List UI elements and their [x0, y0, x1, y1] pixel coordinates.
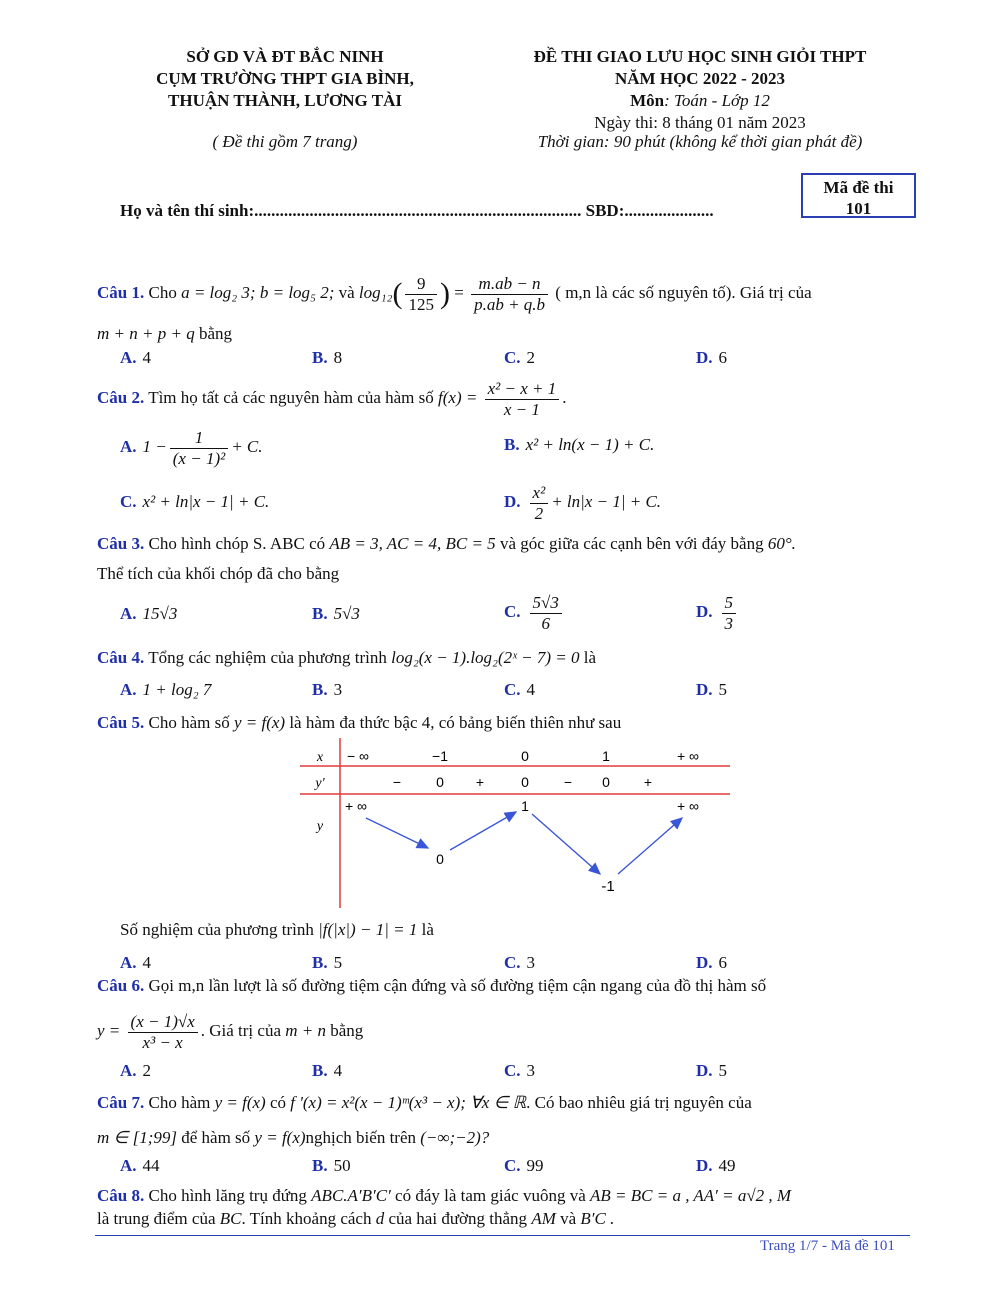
q5-question: Số nghiệm của phương trình	[120, 920, 314, 939]
x-value: + ∞	[676, 748, 700, 764]
question-2: Câu 2. Tìm họ tất cả các nguyên hàm của hàm số f(x) = $\frac{\text{x² − x + 1}}{x - 1}$ .	[97, 378, 567, 419]
q7-text: Cho hàm	[148, 1093, 211, 1112]
question-label: Câu 5.	[97, 713, 145, 732]
q7-option-b[interactable]: B. 50	[312, 1156, 351, 1175]
q8-expr4: d	[375, 1209, 385, 1228]
question-7	[97, 1091, 912, 1115]
q5-text3: là	[421, 920, 434, 939]
q6-expr: m + n	[285, 1021, 326, 1040]
q4-text2: là	[583, 648, 597, 667]
question-1-line2	[97, 322, 912, 346]
question-label: Câu 6.	[97, 976, 145, 995]
q8-line2: là trung điểm của	[97, 1209, 216, 1228]
q8-text: Cho hình lăng trụ đứng	[148, 1186, 307, 1205]
q8-line2d: và	[560, 1209, 577, 1228]
row-label-x: x	[316, 750, 324, 765]
q4-option-a[interactable]: A. 1 + log₂ 7	[120, 680, 212, 699]
q8-line2b: . Tính khoảng cách	[241, 1209, 372, 1228]
q3-option-a[interactable]: A. 15√3	[120, 604, 178, 623]
q6-text3: bằng	[330, 1021, 364, 1040]
yprime-sign: 0	[521, 774, 529, 790]
dept-name: SỞ GD VÀ ĐT BẮC NINH	[186, 47, 384, 66]
q5-expr: y = f(x)	[233, 713, 286, 732]
q7-option-a[interactable]: A. 44	[120, 1156, 160, 1175]
question-5-ask	[120, 918, 910, 942]
y-value: 0	[436, 851, 444, 867]
exam-code-label: Mã đề thi	[823, 178, 894, 197]
school-header	[95, 46, 475, 112]
q3-angle: 60°.	[767, 534, 796, 553]
yprime-sign: −	[392, 774, 402, 790]
x-value: − ∞	[346, 748, 370, 764]
x-value: 0	[521, 748, 529, 764]
question-4	[97, 646, 912, 670]
y-value: -1	[601, 878, 615, 895]
question-5	[97, 711, 912, 735]
pages-note: ( Đề thi gồm 7 trang)	[212, 132, 358, 151]
q4-expr: log₂(x − 1).log₂(2ˣ − 7) = 0	[391, 648, 580, 667]
y-value: 1	[521, 798, 529, 814]
q1-option-a[interactable]: A. 4	[120, 348, 152, 367]
q7-range: m ∈ [1;99]	[97, 1128, 177, 1147]
variation-table	[300, 738, 730, 908]
q7-expr1: y = f(x)	[214, 1093, 266, 1112]
q2-option-d[interactable]: D. $\frac{\text{x²}}{2}$ + ln|x − 1| + C.	[504, 482, 662, 523]
q6-text: Gọi m,n lần lượt là số đường tiệm cận đứng và số đường tiệm cận ngang của đồ thị hàm số	[148, 976, 767, 995]
q3-text2: và góc giữa các cạnh bên với đáy bằng	[499, 534, 764, 553]
q1-fraction: $\frac{9}{125}$	[405, 274, 437, 315]
q3-option-d[interactable]: D. $\frac{5}{3}$	[696, 590, 739, 634]
q1-rhs-fraction: $\frac{m.ab - n}{p.ab + q.b}$	[471, 274, 548, 315]
q8-line2c: của hai đường thẳng	[388, 1209, 528, 1228]
q1-text-and: và	[338, 283, 355, 302]
yprime-sign: +	[643, 774, 653, 790]
q8-expr5: AM	[531, 1209, 556, 1228]
exam-date: Ngày thi: 8 tháng 01 năm 2023	[594, 113, 806, 132]
q1-expr: a = log₂ 3; b = log₅ 2;	[181, 283, 335, 302]
yprime-sign: +	[475, 774, 485, 790]
q1-eq: =	[454, 283, 464, 302]
question-label: Câu 7.	[97, 1093, 145, 1112]
q1-text-2: ( m,n là các số nguyên tố). Giá trị của	[555, 283, 812, 302]
q6-option-a[interactable]: A. 2	[120, 1061, 152, 1080]
row-label-yprime: y′	[315, 776, 325, 791]
x-value: −1	[432, 748, 448, 764]
arrow-increasing	[450, 812, 516, 850]
q8-expr: ABC.A′B′C′	[311, 1186, 391, 1205]
q5-text: Cho hàm số	[148, 713, 230, 732]
q7-option-d[interactable]: D. 49	[696, 1156, 736, 1175]
q1-option-d[interactable]: D. 6	[696, 348, 728, 367]
q6-text2: . Giá trị của	[200, 1021, 281, 1040]
x-value: 1	[602, 748, 610, 764]
q7-option-c[interactable]: C. 99	[504, 1156, 544, 1175]
q1-sum-expr: m + n + p + q	[97, 324, 195, 343]
q8-expr2: AB = BC = a , AA′ = a√2 , M	[590, 1186, 792, 1205]
q3-expr: AB = 3, AC = 4, BC = 5	[329, 534, 496, 553]
time-note: Thời gian: 90 phút (không kể thời gian phát đề)	[537, 132, 863, 151]
q1-log: log₁₂	[358, 283, 393, 302]
exam-header	[490, 46, 910, 134]
question-label: Câu 2.	[97, 388, 145, 407]
q8-expr3: BC	[219, 1209, 242, 1228]
question-6	[97, 974, 912, 998]
q6-y: y =	[97, 1021, 121, 1040]
arrow-decreasing	[366, 818, 428, 848]
q5-option-a[interactable]: A. 4	[120, 953, 152, 972]
q8-text2: có đáy là tam giác vuông và	[395, 1186, 586, 1205]
row-label-y: y	[316, 819, 324, 834]
q6-option-b[interactable]: B. 4	[312, 1061, 343, 1080]
yprime-sign: 0	[436, 774, 444, 790]
q7-fx: y = f(x)	[254, 1128, 306, 1147]
q4-option-d[interactable]: D. 5	[696, 680, 728, 699]
candidate-sbd-field: SBD:.....................	[585, 201, 714, 220]
exam-code-value: 101	[845, 199, 872, 218]
q5-option-d[interactable]: D. 6	[696, 953, 728, 972]
q1-option-b[interactable]: B. 8	[312, 348, 343, 367]
question-label: Câu 8.	[97, 1186, 145, 1205]
q7-line2-text: để hàm số	[181, 1128, 251, 1147]
q2-option-b[interactable]: B. x² + ln(x − 1) + C.	[504, 435, 655, 454]
q6-option-d[interactable]: D. 5	[696, 1061, 728, 1080]
question-3-line2: Thể tích của khối chóp đã cho bằng	[97, 564, 340, 583]
q7-text3: . Có bao nhiêu giá trị nguyên của	[526, 1093, 752, 1112]
q1-text: Cho	[148, 283, 177, 302]
exam-title: ĐỀ THI GIAO LƯU HỌC SINH GIỎI THPT	[533, 47, 867, 66]
school-cluster-2: THUẬN THÀNH, LƯƠNG TÀI	[168, 91, 402, 110]
q1-option-c[interactable]: C. 2	[504, 348, 536, 367]
y-value: + ∞	[344, 798, 368, 814]
q5-option-c[interactable]: C. 3	[504, 953, 536, 972]
candidate-line	[120, 201, 714, 221]
q3-text: Cho hình chóp S. ABC có	[148, 534, 326, 553]
q7-expr2: f '(x) = x²(x − 1)ᵐ(x³ − x); ∀x ∈ ℝ	[290, 1093, 527, 1112]
q4-text: Tổng các nghiệm của phương trình	[148, 648, 387, 667]
q1-line2-text: bằng	[198, 324, 232, 343]
page-footer: Trang 1/7 - Mã đề 101	[760, 1238, 895, 1254]
question-label: Câu 4.	[97, 648, 145, 667]
q8-expr6: B′C .	[580, 1209, 615, 1228]
q5-eq: |f(|x|) − 1| = 1	[318, 920, 418, 939]
question-1: Câu 1. Cho a = log₂ 3; b = log₅ 2; và log₁₂( $\frac{9}{125}$ ) = $\frac{m.ab - n}{p.ab + q.b}$ ( m,n là các số nguyên tố). Giá trị của	[97, 273, 812, 314]
q4-option-c[interactable]: C. 4	[504, 680, 536, 699]
q5-option-b[interactable]: B. 5	[312, 953, 343, 972]
arrow-increasing	[618, 818, 682, 874]
school-cluster: CỤM TRƯỜNG THPT GIA BÌNH,	[156, 69, 414, 88]
question-8-line2	[97, 1207, 912, 1231]
q2-option-a[interactable]: A. 1 − $\frac{1}{\text{(x − 1)²}}$ + C.	[120, 427, 263, 468]
question-3	[97, 532, 912, 556]
y-value: + ∞	[676, 798, 700, 814]
q5-text2: là hàm đa thức bậc 4, có bảng biến thiên như sau	[289, 713, 622, 732]
q7-text2: có	[269, 1093, 286, 1112]
exam-code-box	[801, 173, 916, 218]
q4-option-b[interactable]: B. 3	[312, 680, 343, 699]
subject: Môn: Toán - Lớp 12	[630, 91, 770, 110]
school-year: NĂM HỌC 2022 - 2023	[615, 69, 785, 88]
question-label: Câu 3.	[97, 534, 145, 553]
q2-text: Tìm họ tất cả các nguyên hàm của hàm số	[148, 388, 434, 407]
yprime-sign: 0	[602, 774, 610, 790]
q3-option-c[interactable]: C. $\frac{5√3}{6}$	[504, 590, 565, 634]
footer-divider	[95, 1235, 910, 1236]
candidate-name-field: Họ và tên thí sinh:.............................................................................	[120, 201, 582, 220]
q7-interval: (−∞;−2)?	[420, 1128, 490, 1147]
q6-fraction: $\frac{(x - 1)√x}{\text{x³ − x}}$	[128, 1012, 198, 1053]
question-6-line2	[97, 1008, 912, 1054]
question-7-line2	[97, 1126, 912, 1150]
q7-line2-text2: nghịch biến trên	[305, 1128, 416, 1147]
q2-fx: f(x) =	[438, 388, 478, 407]
q2-fraction: $\frac{\text{x² − x + 1}}{x - 1}$	[485, 379, 560, 420]
question-8	[97, 1184, 912, 1208]
q3-option-b[interactable]: B. 5√3	[312, 604, 360, 623]
question-label: Câu 1.	[97, 283, 145, 302]
q6-option-c[interactable]: C. 3	[504, 1061, 536, 1080]
q2-option-c[interactable]: C. x² + ln|x − 1| + C.	[120, 492, 270, 511]
arrow-decreasing	[532, 814, 600, 874]
yprime-sign: −	[563, 774, 573, 790]
